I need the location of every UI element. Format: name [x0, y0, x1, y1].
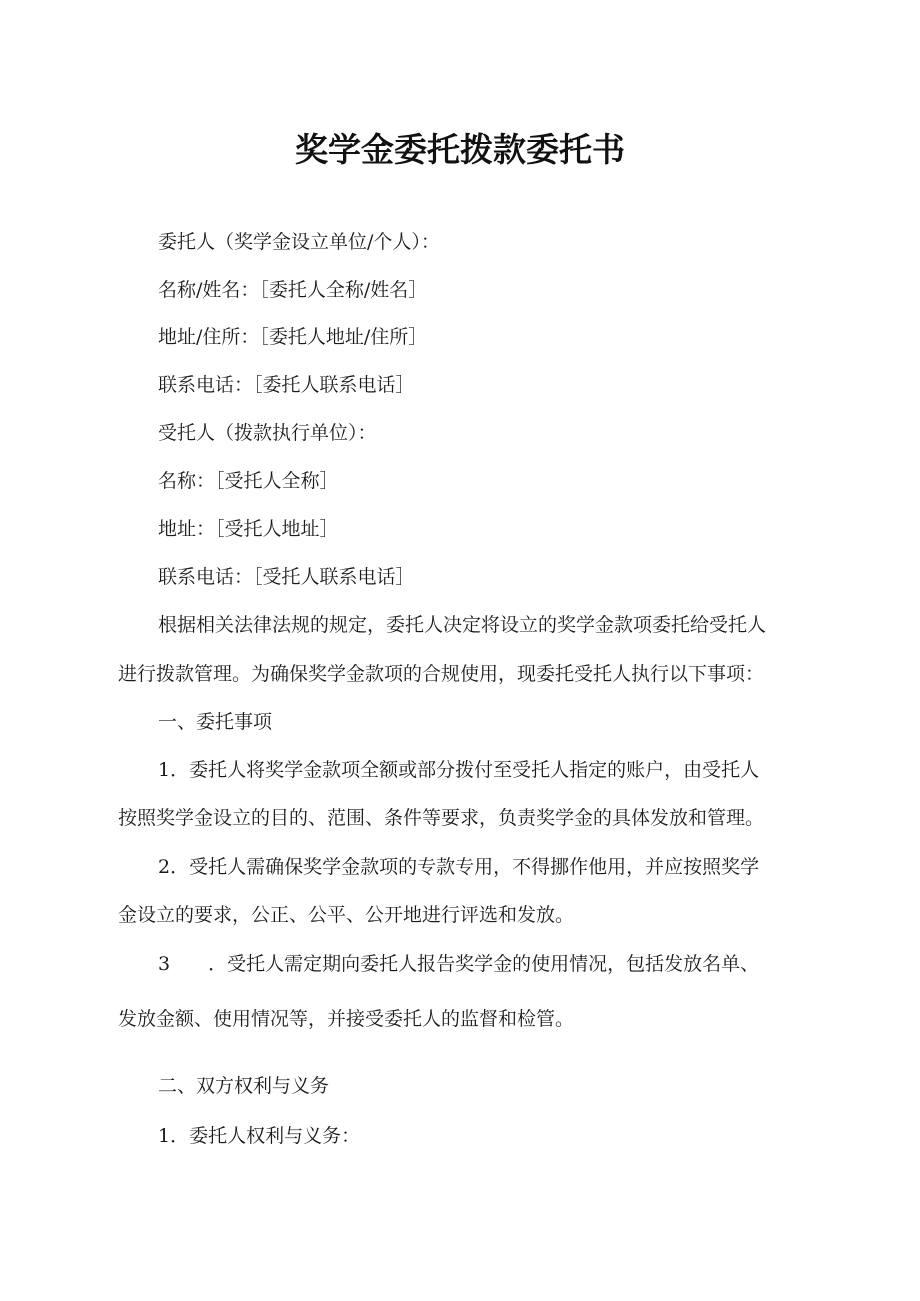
agent-address: 地址：［受托人地址］ — [158, 518, 339, 540]
principal-phone: 联系电话：［委托人联系电话］ — [158, 374, 415, 396]
agent-name: 名称：［受托人全称］ — [158, 470, 339, 492]
section-heading-2: 二、双方权利与义务 — [158, 1075, 330, 1097]
principal-address: 地址/住所：［委托人地址/住所］ — [158, 326, 428, 348]
clause-3-line-2: 发放金额、使用情况等，并接受委托人的监督和检管。 — [118, 1008, 575, 1030]
intro-paragraph-line-1: 根据相关法律法规的规定，委托人决定将设立的奖学金款项委托给受托人 — [158, 614, 767, 636]
clause-1-line-1: 1．委托人将奖学金款项全额或部分拨付至受托人指定的账户，由受托人 — [158, 759, 760, 781]
subclause-1-heading: 1．委托人权利与义务： — [158, 1125, 361, 1147]
principal-heading: 委托人（奖学金设立单位/个人）： — [158, 231, 440, 253]
clause-2-line-2: 金设立的要求，公正、公平、公开地进行评选和发放。 — [118, 904, 575, 926]
section-heading-1: 一、委托事项 — [158, 711, 273, 733]
clause-2-line-1: 2．受托人需确保奖学金款项的专款专用，不得挪作他用，并应按照奖学 — [158, 856, 760, 878]
principal-name: 名称/姓名：［委托人全称/姓名］ — [158, 279, 428, 301]
intro-paragraph-line-2: 进行拨款管理。为确保奖学金款项的合规使用，现委托受托人执行以下事项： — [118, 663, 765, 685]
clause-3-line-1: 3 ．受托人需定期向委托人报告奖学金的使用情况，包括发放名单、 — [158, 953, 760, 975]
agent-heading: 受托人（拨款执行单位）： — [158, 422, 377, 444]
agent-phone: 联系电话：［受托人联系电话］ — [158, 566, 415, 588]
clause-1-line-2: 按照奖学金设立的目的、范围、条件等要求，负责奖学金的具体发放和管理。 — [118, 807, 765, 829]
document-title: 奖学金委托拨款委托书 — [295, 130, 625, 169]
